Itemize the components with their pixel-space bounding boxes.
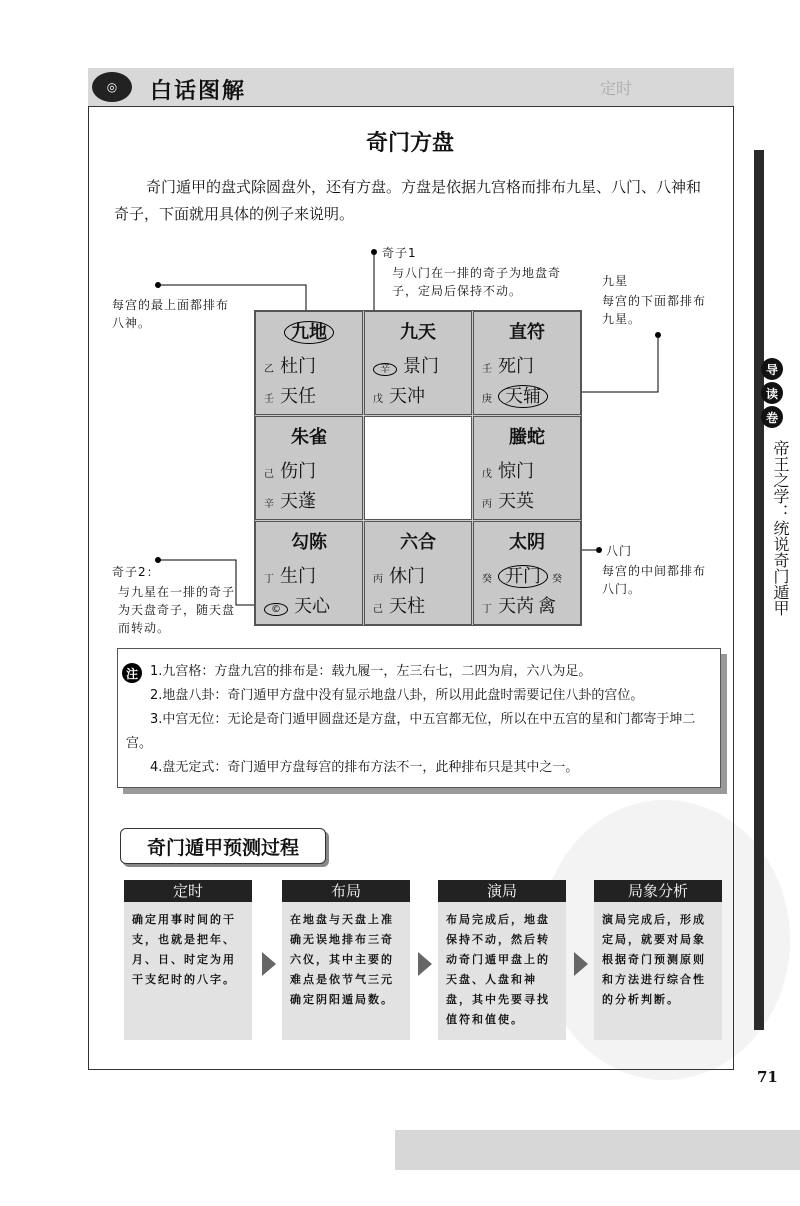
bamen-label: 生门 (280, 566, 316, 587)
side-badge: 导 (761, 358, 783, 380)
palace-cell (473, 416, 581, 520)
process-step (282, 880, 410, 1040)
step-text: 演局完成后，形成定局，就要对局象根据奇门预测原则和方法进行综合性的分析判断。 (602, 913, 706, 1006)
qizi1-label: 奇子1 (382, 246, 417, 260)
note-line: 4.盘无定式：奇门遁甲方盘每宫的排布方法不一，此种排布只是其中之一。 (150, 760, 579, 775)
heaven-qizi: 己 (373, 604, 383, 615)
palace-cell (255, 311, 363, 415)
jiuxing-label: 天任 (280, 386, 316, 407)
bashen-label: 勾陈 (291, 532, 327, 553)
intro-paragraph: 奇门遁甲的盘式除圆盘外，还有方盘。方盘是依据九宫格而排布九星、八门、八神和奇子，下面就用具体的例子来说明。 (114, 178, 702, 223)
jiuxing-label: 天辅 (498, 385, 548, 408)
process-step (124, 880, 252, 1040)
earth-qizi: 癸 (482, 574, 492, 585)
note-line: 1.九宫格：方盘九宫的排布是：载九履一，左三右七，二四为肩，六八为足。 (150, 664, 592, 679)
bashen-label: 九天 (400, 322, 436, 343)
qizi2-label: 奇子2： (112, 565, 160, 579)
jiuxing-label: 天芮 (498, 596, 534, 617)
step-text: 确定用事时间的干支，也就是把年、月、日、时定为用干支纪时的八字。 (132, 913, 236, 986)
bashen-label: 六合 (400, 532, 436, 553)
step-heading: 布局 (282, 880, 410, 902)
earth-qizi: 丙 (373, 574, 383, 585)
qizi2-text: 与九星在一排的奇子为天盘奇子，随天盘而转动。 (118, 585, 236, 635)
bashen-label: 直符 (509, 322, 545, 343)
process-title: 奇门遁甲预测过程 (120, 828, 326, 864)
bamen-label: 死门 (498, 356, 534, 377)
palace-cell (473, 521, 581, 625)
qizi1-text: 与八门在一排的奇子为地盘奇子，定局后保持不动。 (392, 266, 562, 298)
arrow-right-icon (418, 952, 432, 976)
page-title: 奇门方盘 (365, 131, 454, 156)
page-number: 71 (757, 1068, 778, 1086)
bamen-annotation-label: 八门 (606, 544, 633, 558)
jiuxing-label: 天蓬 (280, 491, 316, 512)
bamen-annotation: 每宫的中间都排布八门。 (602, 564, 707, 596)
palace-cell (473, 311, 581, 415)
jiuxing-label: 天冲 (389, 386, 425, 407)
step-heading: 定时 (124, 880, 252, 902)
bamen-label: 伤门 (280, 461, 316, 482)
note-line: 2.地盘八卦：奇门遁甲方盘中没有显示地盘八卦，所以用此盘时需要记住八卦的宫位。 (150, 688, 644, 703)
step-heading: 演局 (438, 880, 566, 902)
jiuxing-label: 天英 (498, 491, 534, 512)
arrow-right-icon (574, 952, 588, 976)
header-faded-text: 定时 (600, 79, 633, 98)
arrow-right-icon (262, 952, 276, 976)
palace-cell (364, 311, 472, 415)
annotation-dot (596, 547, 602, 553)
logo-icon: ◎ (92, 72, 132, 102)
center-palace-cell (364, 416, 472, 520)
bamen-label: 惊门 (498, 461, 534, 482)
heaven-qizi: 戊 (373, 394, 383, 405)
process-step (438, 880, 566, 1040)
bamen-label: 休门 (389, 566, 425, 587)
palace-cell (364, 521, 472, 625)
note-icon: 注 (122, 663, 142, 683)
earth-qizi: 丁 (264, 574, 274, 585)
jiuxing-annotation: 每宫的下面都排布九星。 (602, 294, 707, 326)
step-text: 布局完成后，地盘保持不动，然后转动奇门遁甲盘上的天盘、人盘和神盘，其中先要寻找值符和值使。 (446, 913, 550, 1026)
side-badge: 读 (761, 382, 783, 404)
earth-qizi: 壬 (482, 364, 492, 375)
bamen-label: 杜门 (280, 356, 316, 377)
heaven-qizi: 辛 (264, 499, 274, 510)
bashen-label: 朱雀 (291, 427, 327, 448)
jiuxing-extra: 禽 (538, 596, 556, 617)
heaven-qizi: 庚 (482, 394, 492, 405)
heaven-qizi: 壬 (264, 394, 274, 405)
bamen-label: 开门 (498, 565, 548, 588)
earth-qizi: 戊 (482, 469, 492, 480)
jiuxing-label: 天心 (294, 596, 330, 617)
heaven-qizi: © (264, 603, 288, 616)
extra-qizi: 癸 (552, 574, 562, 585)
annotation-dot (655, 332, 661, 338)
note-line: 3.中宫无位：无论是奇门遁甲圆盘还是方盘，中五宫都无位，所以在中五宫的星和门都寄于坤二宫。 (126, 712, 696, 751)
heaven-qizi: 丁 (482, 604, 492, 615)
bashen-annotation: 每宫的最上面都排布八神。 (112, 298, 230, 330)
jiuxing-label: 天柱 (389, 596, 425, 617)
jiuxing-annotation-label: 九星 (602, 274, 629, 288)
earth-qizi: 己 (264, 469, 274, 480)
step-heading: 局象分析 (594, 880, 722, 902)
earth-qizi: 辛 (373, 363, 397, 376)
bamen-label: 景门 (403, 356, 439, 377)
annotation-dot (371, 249, 377, 255)
heaven-qizi: 丙 (482, 499, 492, 510)
side-vertical-title: 帝王之学：统说奇门遁甲 (771, 440, 790, 616)
earth-qizi: 乙 (264, 364, 274, 375)
bashen-label: 太阴 (509, 532, 545, 553)
step-text: 在地盘与天盘上准确无误地排布三奇六仪，其中主要的难点是依节气三元确定阴阳遁局数。 (290, 913, 394, 1006)
header-title: 白话图解 (150, 79, 247, 104)
process-step (594, 880, 722, 1040)
bashen-label: 螣蛇 (509, 427, 545, 448)
bashen-label: 九地 (284, 321, 334, 344)
palace-cell (255, 521, 363, 625)
side-badge: 卷 (761, 406, 783, 428)
qimen-square-board (254, 310, 582, 626)
annotation-dot (155, 282, 161, 288)
palace-cell (255, 416, 363, 520)
